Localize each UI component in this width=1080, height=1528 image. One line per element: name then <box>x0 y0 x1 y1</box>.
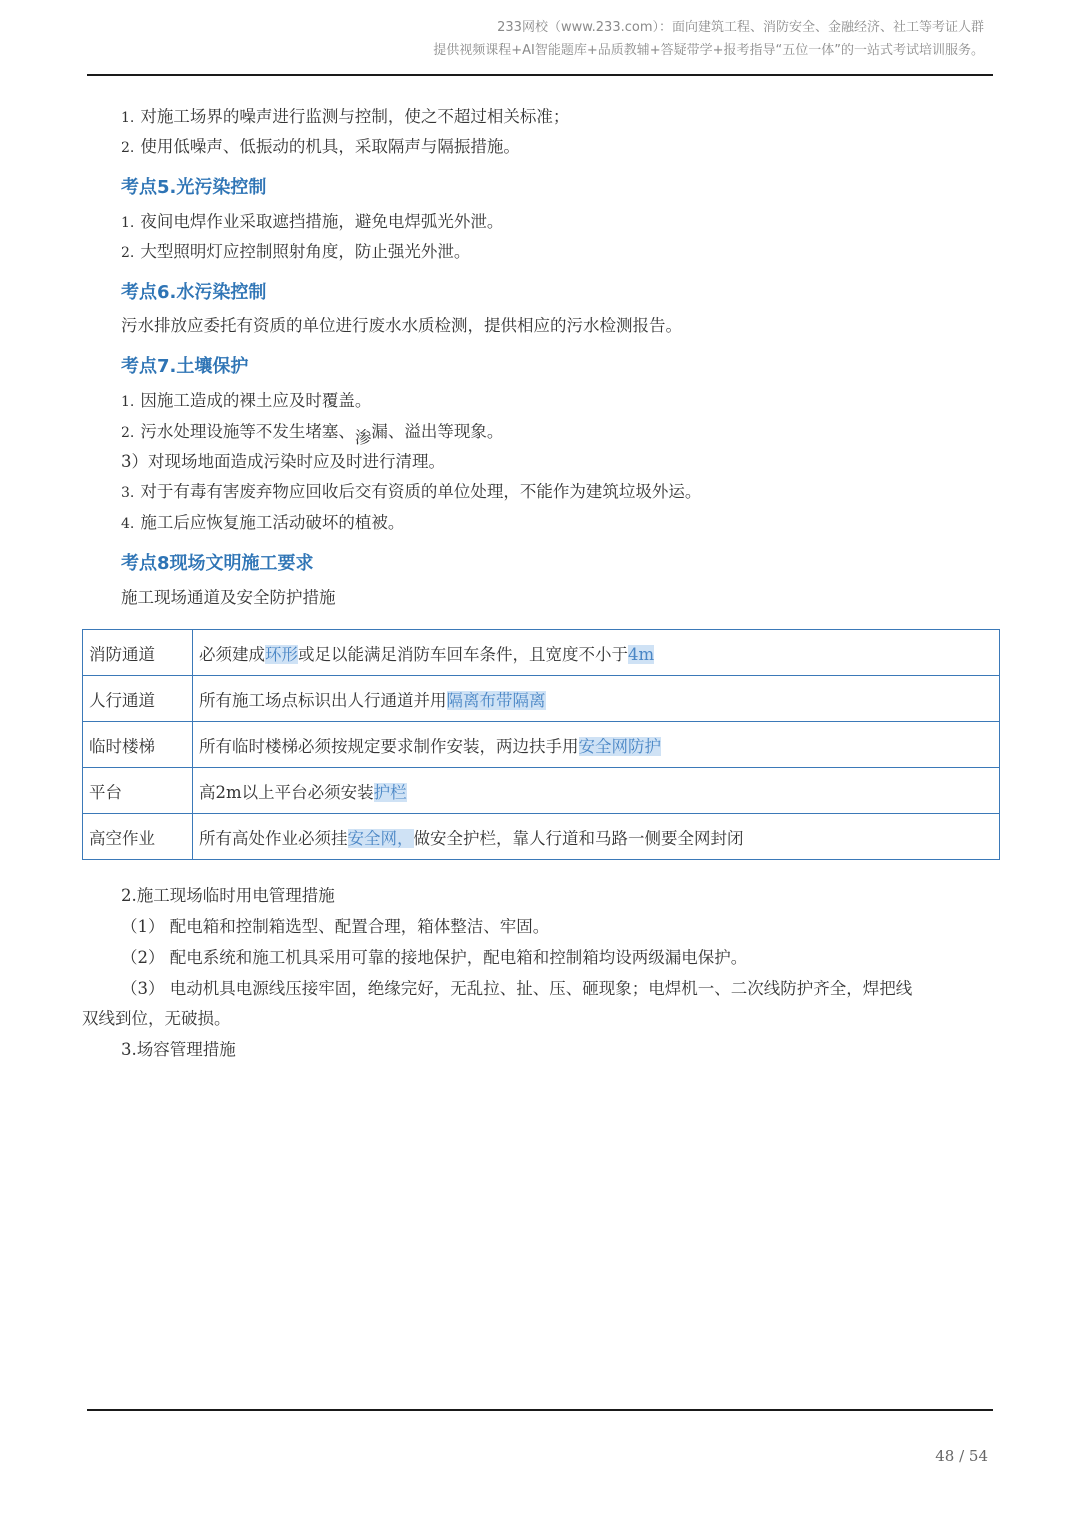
item-text: 对于有毒有害废弃物应回收后交有资质的单位处理，不能作为建筑垃圾外运。 <box>140 482 702 501</box>
table-row <box>83 814 1000 860</box>
sec6-paragraph: 污水排放应委托有资质的单位进行废水水质检测，提供相应的污水检测报告。 <box>121 316 682 335</box>
item-number: 2. <box>121 425 135 441</box>
row-value <box>193 722 1000 768</box>
header-line-2: 提供视频课程+AI智能题库+品质教辅+答疑带学+报考指导“五位一体”的一站式考试培训服务。 <box>433 43 984 58</box>
sec7-item-2 <box>121 420 503 445</box>
cell-text: 必须建成 <box>199 644 265 664</box>
highlight-text: 4m <box>628 644 655 664</box>
row-value <box>193 630 1000 676</box>
row-value <box>193 768 1000 814</box>
page-header <box>433 16 984 62</box>
item-text: 使用低噪声、低振动的机具，采取隔声与隔振措施。 <box>140 137 520 156</box>
noise-item-1 <box>121 105 569 130</box>
highlight-text: 护栏 <box>373 782 407 802</box>
power-item-3-cont: 双线到位，无破损。 <box>82 1009 231 1028</box>
item-number: 4. <box>121 516 135 532</box>
power-item-3: （3） 电动机具电源线压接牢固，绝缘完好，无乱拉、扯、压、砸现象；电焊机一、二次线防护齐全，焊把线 <box>121 979 913 998</box>
item-text: 大型照明灯应控制照射角度，防止强光外泄。 <box>140 242 471 261</box>
sec7-item-4 <box>121 480 701 505</box>
footer-rule <box>87 1409 993 1411</box>
sec7-item-3: 3）对现场地面造成污染时应及时进行清理。 <box>121 452 445 471</box>
cell-text: 所有临时楼梯必须按规定要求制作安装，两边扶手用 <box>199 736 579 756</box>
item-text: 施工后应恢复施工活动破坏的植被。 <box>140 513 405 532</box>
cell-text: 或足以能满足消防车回车条件，且宽度不小于 <box>298 644 628 664</box>
table-row <box>83 768 1000 814</box>
cell-text: 所有施工场点标识出人行通道并用 <box>199 690 447 710</box>
item-number: 3. <box>121 485 135 501</box>
item-number: 1. <box>121 110 135 126</box>
row-value <box>193 676 1000 722</box>
noise-item-2 <box>121 135 520 160</box>
item-text: 对施工场界的噪声进行监测与控制，使之不超过相关标准； <box>140 107 570 126</box>
item-number: 1. <box>121 394 135 410</box>
row-key: 临时楼梯 <box>83 722 193 768</box>
power-item-2: （2） 配电系统和施工机具采用可靠的接地保护，配电箱和控制箱均设两级漏电保护。 <box>121 948 748 967</box>
section-8-title: 考点8现场文明施工要求 <box>121 553 314 574</box>
item-number: 1. <box>121 215 135 231</box>
item-text: 污水处理设施等不发生堵塞、 <box>140 422 355 441</box>
sec7-item-5 <box>121 511 404 536</box>
sec8-intro: 施工现场通道及安全防护措施 <box>121 588 336 607</box>
item-number: 2. <box>121 140 135 156</box>
page-number: 48 / 54 <box>935 1447 988 1465</box>
section-5-title: 考点5.光污染控制 <box>121 177 267 198</box>
row-key: 高空作业 <box>83 814 193 860</box>
sec5-item-1 <box>121 210 503 235</box>
highlight-text: 安全网防护 <box>578 736 661 756</box>
row-value <box>193 814 1000 860</box>
cell-text: 高2m以上平台必须安装 <box>199 782 374 802</box>
highlight-text: 安全网， <box>347 828 414 848</box>
subscript-char: 渗 <box>354 428 372 447</box>
item-text: 因施工造成的裸土应及时覆盖。 <box>140 391 372 410</box>
table-row <box>83 722 1000 768</box>
power-item-1: （1） 配电箱和控制箱选型、配置合理，箱体整洁、牢固。 <box>121 917 550 936</box>
row-key: 人行通道 <box>83 676 193 722</box>
cell-text: 做安全护栏，靠人行道和马路一侧要全网封闭 <box>413 828 744 848</box>
item-text: 夜间电焊作业采取遮挡措施，避免电焊弧光外泄。 <box>140 212 504 231</box>
row-key: 消防通道 <box>83 630 193 676</box>
row-key: 平台 <box>83 768 193 814</box>
power-title: 2.施工现场临时用电管理措施 <box>121 886 335 905</box>
item-text: 漏、溢出等现象。 <box>371 422 504 441</box>
section-6-title: 考点6.水污染控制 <box>121 282 267 303</box>
cell-text: 所有高处作业必须挂 <box>199 828 348 848</box>
sec5-item-2 <box>121 240 470 265</box>
table-row <box>83 630 1000 676</box>
header-line-1: 233网校（www.233.com）：面向建筑工程、消防安全、金融经济、社工等考证人群 <box>497 20 984 35</box>
highlight-text: 环形 <box>265 644 298 664</box>
table-row <box>83 676 1000 722</box>
highlight-text: 隔离布带隔离 <box>446 690 546 710</box>
item-number: 2. <box>121 245 135 261</box>
header-rule <box>87 74 993 76</box>
sec7-item-1 <box>121 389 371 414</box>
safety-measures-table <box>82 629 1000 860</box>
section-7-title: 考点7.土壤保护 <box>121 356 249 377</box>
site-title: 3.场容管理措施 <box>121 1040 236 1059</box>
